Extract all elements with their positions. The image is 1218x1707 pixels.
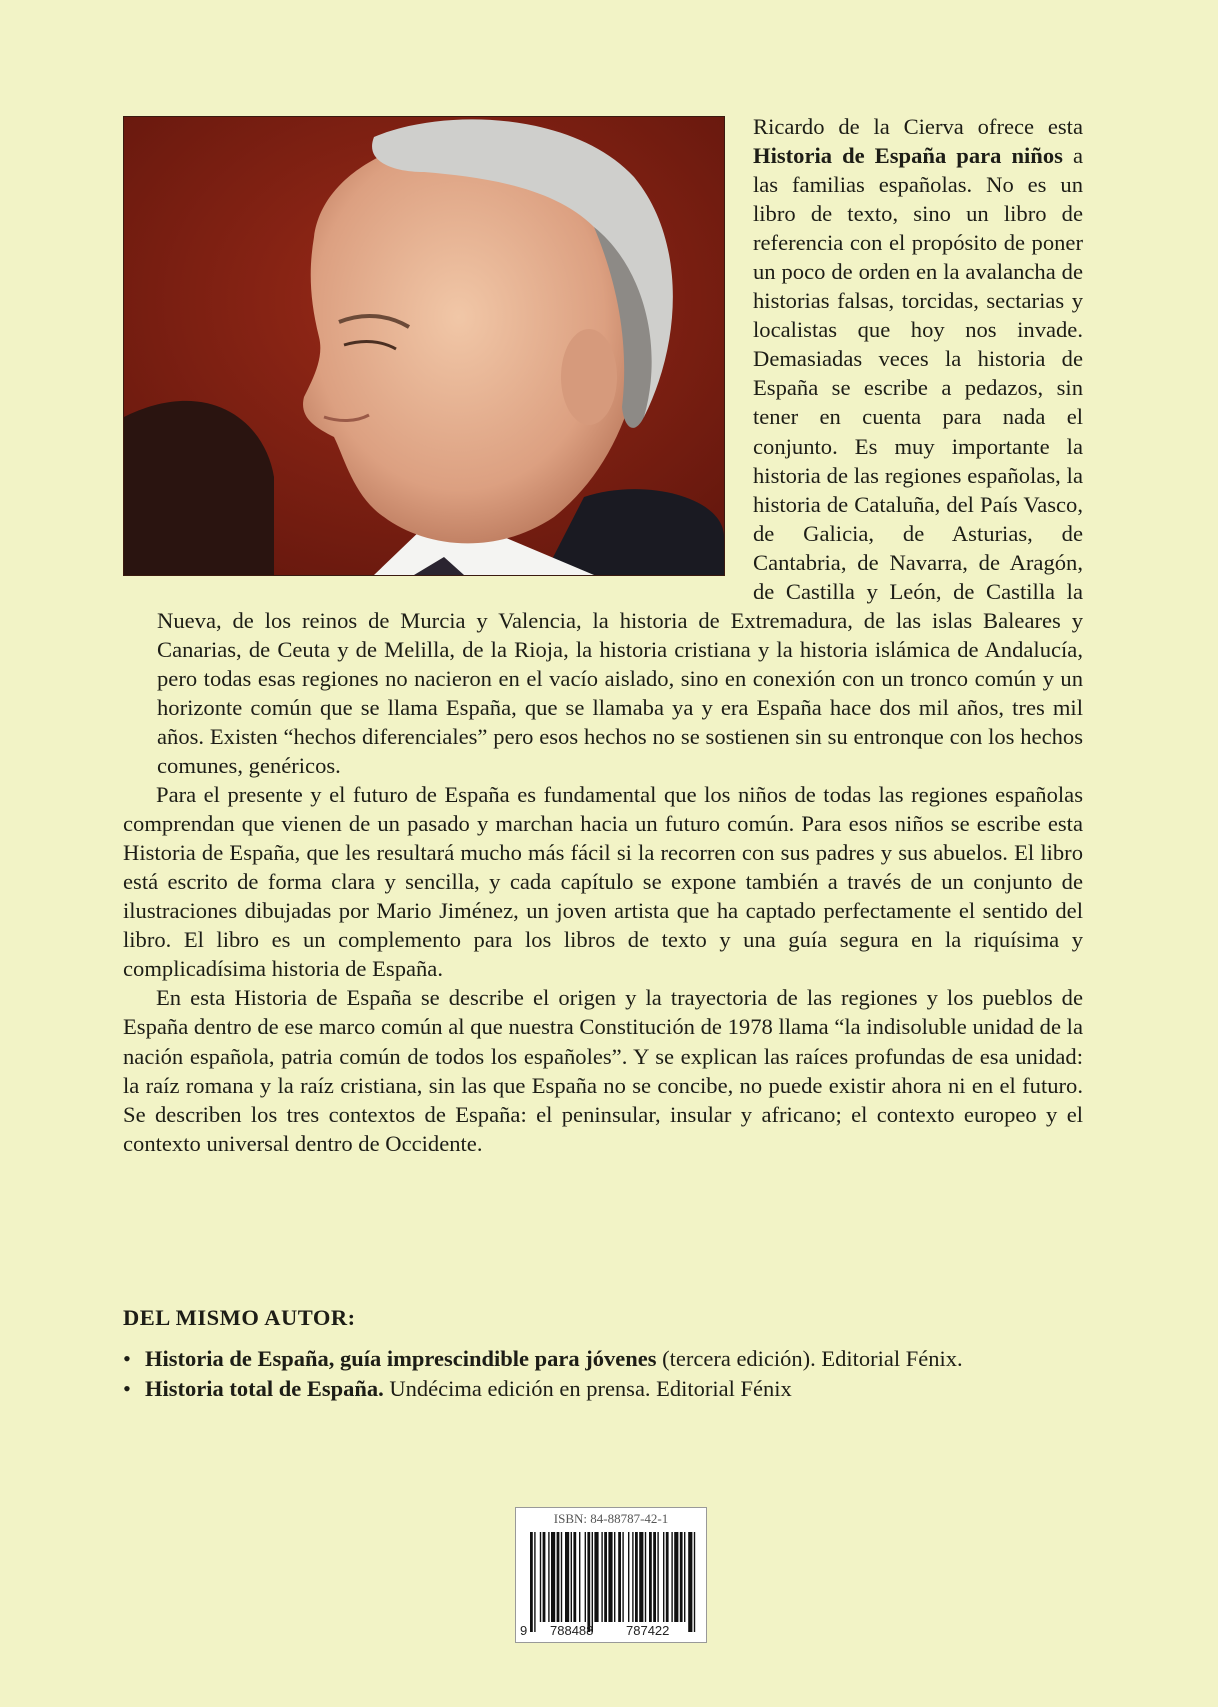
photo-wrap-space: [123, 112, 753, 586]
barcode-digits-right: 787422: [626, 1623, 670, 1638]
paragraph-1-rest: a las familias españolas. No es un libro de texto, sino un libro de referencia con el propósito de poner un poco de orden en la avalancha de historias falsas, torcidas, sectarias y localistas que hoy nos invade. Demasiadas veces la historia de España se escribe a pedazos, sin tener en cuenta para nada el conjunto. Es muy importante la historia de las regiones españolas, la historia de Cataluña, del País Vasco, de Galicia, de Asturias, de Cantabria, de Navarra, de Aragón, de Castilla y León, de Castilla la Nueva, de los reinos de Murcia y Valencia, la historia de Extremadura, de las islas Baleares y Canarias, de Ceuta y de Melilla, de la Rioja, la historia cristiana y la historia islámica de Andalucía, pero todas esas regiones no nacieron en el vacío aislado, sino en conexión con un tronco común y un horizonte común que se llama España, que se llamaba ya y era España hace dos mil años, tres mil años. Existen “hechos diferenciales” pero esos hechos no se sostienen sin su entronque con los hechos comunes, genéricos.: [157, 143, 1083, 779]
work-detail: Undécima edición en prensa. Editorial Fénix: [383, 1376, 792, 1401]
description-text: [123, 112, 1083, 1158]
work-detail: (tercera edición). Editorial Fénix.: [656, 1346, 963, 1371]
barcode-digit-lead: 9: [520, 1623, 528, 1638]
bullet: •: [123, 1376, 131, 1401]
paragraph-1-intro: Ricardo de la Cierva ofrece esta: [753, 114, 1083, 139]
work-item: [123, 1374, 963, 1404]
barcode-icon: [516, 1508, 706, 1642]
barcode-label: [515, 1507, 707, 1643]
bullet: •: [123, 1346, 131, 1371]
same-author-heading: DEL MISMO AUTOR:: [123, 1305, 356, 1330]
barcode-digits-left: 788488: [550, 1623, 594, 1638]
paragraph-2: Para el presente y el futuro de España es fundamental que los niños de todas las regiones españolas comprendan que vienen de un pasado y marchan hacia un futuro común. Para esos niños se escribe esta Historia de España, que les resultará mucho más fácil si la recorren con sus padres y sus abuelos. El libro está escrito de forma clara y sencilla, y cada capítulo se expone también a través de un conjunto de ilustraciones dibujadas por Mario Jiménez, un joven artista que ha captado perfectamente el sentido del libro. El libro es un complemento para los libros de texto y una guía segura en la riquísima y complicadísima historia de España.: [123, 782, 1083, 982]
other-works-list: [123, 1344, 963, 1404]
work-title: Historia de España, guía imprescindible para jóvenes: [145, 1346, 657, 1371]
book-title-emphasis: Historia de España para niños: [753, 143, 1063, 169]
paragraph-3: En esta Historia de España se describe el origen y la trayectoria de las regiones y los pueblos de España dentro de ese marco común al que nuestra Constitución de 1978 llama “la indisoluble unidad de la nación española, patria común de todos los españoles”. Y se explican las raíces profundas de esa unidad: la raíz romana y la raíz cristiana, sin las que España no se concibe, no puede existir ahora ni en el futuro. Se describen los tres contextos de España: el peninsular, insular y africano; el contexto europeo y el contexto universal dentro de Occidente.: [123, 985, 1083, 1156]
work-title: Historia total de España.: [145, 1376, 384, 1401]
work-item: [123, 1344, 963, 1374]
isbn-text: ISBN: 84-88787-42-1: [553, 1511, 669, 1526]
